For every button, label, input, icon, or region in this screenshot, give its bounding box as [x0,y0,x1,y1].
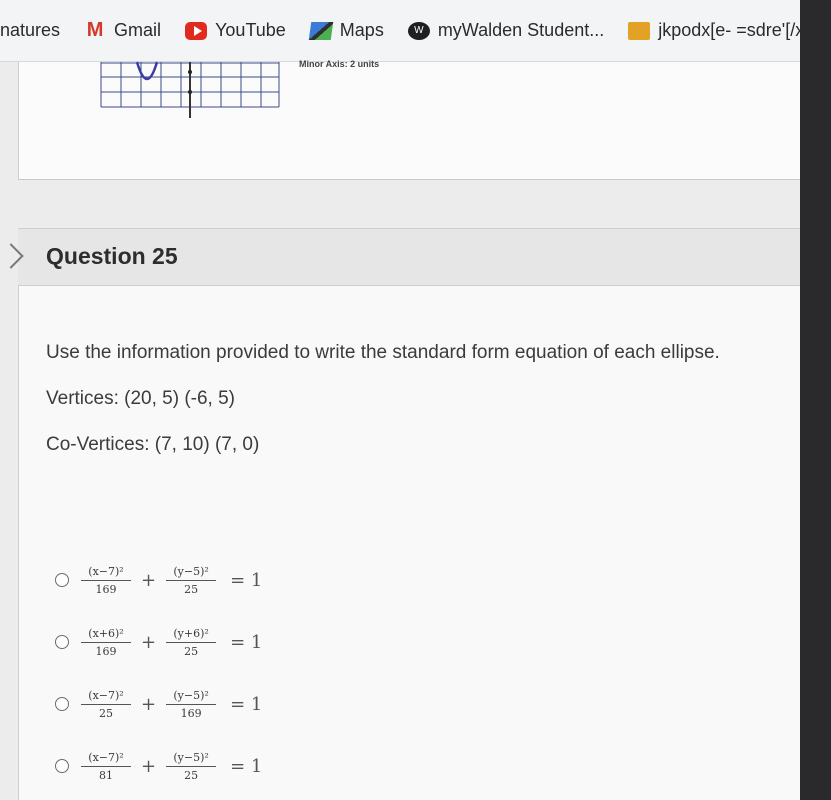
question-instructions: Use the information provided to write the standard form equation of each ellipse. [46,342,720,363]
bookmarks-bar [0,0,820,62]
plus-sign: + [141,755,157,777]
fraction-y [166,627,216,658]
fraction-x [81,689,131,720]
equals-one: = 1 [230,693,263,715]
answer-option-2[interactable] [55,616,295,668]
ellipse-graph-image [101,62,281,108]
equals-one: = 1 [230,631,263,653]
bookmark-label: Gmail [114,20,162,40]
bookmark-mywalden[interactable] [396,0,616,62]
bookmark-label: natures [0,20,61,40]
radio-button[interactable] [55,697,69,711]
maps-icon [309,22,334,40]
bookmark-label: YouTube [215,20,286,40]
previous-question-card [18,59,800,180]
question-title: Question 25 [46,243,178,269]
radio-button[interactable] [55,635,69,649]
denominator: 81 [99,768,113,782]
bookmark-label: jkpodx[e- =sdre'[/x... [658,20,820,40]
bookmark-signatures[interactable] [0,0,72,62]
denominator: 169 [180,706,202,720]
denominator: 25 [184,644,199,658]
question-header [18,228,800,286]
equals-one: = 1 [230,755,263,777]
chevron-right-icon[interactable] [0,243,24,268]
note-icon [628,22,650,40]
bookmark-gmail[interactable] [72,0,173,62]
numerator: (x−7)² [88,750,124,764]
numerator: (y−5)² [173,750,209,764]
fraction-x [81,751,131,782]
answer-option-1[interactable] [55,554,295,606]
answer-option-3[interactable] [55,678,295,730]
bookmark-note[interactable] [616,0,831,62]
denominator: 25 [99,706,113,720]
answer-option-4[interactable] [55,740,295,792]
plus-sign: + [141,631,157,653]
fraction-y [166,689,216,720]
equals-one: = 1 [230,569,263,591]
numerator: (y−5)² [173,564,209,578]
numerator: (x−7)² [88,688,124,702]
denominator: 25 [184,768,199,782]
radio-button[interactable] [55,573,69,587]
covertices-text: Co-Vertices: (7, 10) (7, 0) [46,434,260,455]
minor-axis-text: Minor Axis: 2 units [299,59,380,69]
plus-sign: + [141,569,157,591]
bookmark-youtube[interactable] [173,0,298,62]
plus-sign: + [141,693,157,715]
denominator: 25 [184,582,199,596]
walden-icon: W [408,22,430,40]
bookmark-label: Maps [339,20,384,40]
bookmark-maps[interactable] [298,0,396,62]
fraction-x [81,627,131,658]
vertices-text: Vertices: (20, 5) (-6, 5) [46,388,236,409]
radio-button[interactable] [55,759,69,773]
numerator: (x+6)² [88,626,124,640]
quiz-page [0,59,800,800]
youtube-icon [185,22,207,40]
denominator: 169 [95,644,117,658]
question-body [18,286,800,800]
fraction-x [81,565,131,596]
denominator: 169 [95,582,117,596]
numerator: (x−7)² [88,564,124,578]
bookmark-label: myWalden Student... [437,20,605,40]
gmail-icon: M [86,19,104,41]
numerator: (y+6)² [173,626,209,640]
numerator: (y−5)² [173,688,209,702]
fraction-y [166,751,216,782]
fraction-y [166,565,216,596]
